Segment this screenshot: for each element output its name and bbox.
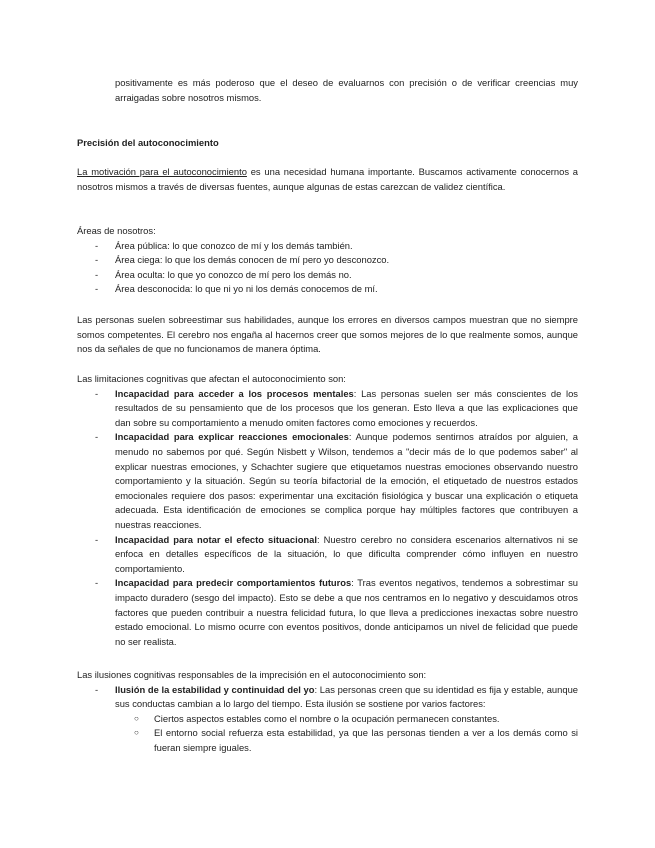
- list-item: - Incapacidad para predecir comportamientos futuros: Tras eventos negativos, tendemos a sobrestimar su impacto duradero (sesgo del impacto). Esto se debe a que nos centramos en lo negativo y descuidamos otros factores que pueden contribuir a nuestra felicidad futura, lo que lleva a predicciones inexactas sobre nuestro estado emocional. Lo mismo ocurre con eventos positivos, donde anticipamos un nivel de felicidad que puede no ser realista.: [95, 577, 578, 647]
- illusions-title: Las ilusiones cognitivas responsables de la imprecisión en el autoconocimiento son:: [77, 669, 427, 680]
- dash-bullet: -: [95, 239, 99, 251]
- overestimate-paragraph: Las personas suelen sobreestimar sus habilidades, aunque los errores en diversos campos muestran que no siempre somos competentes. El cerebro nos engaña al hacernos creer que somos mejores de lo que realmente somos, aunque nos da señales de que no funcionamos de manera óptima.: [77, 314, 578, 355]
- motivation-paragraph: [77, 165, 578, 194]
- list-item: - Área desconocida: lo que ni yo ni los demás conocemos de mí.: [77, 282, 578, 297]
- illusion-term: Ilusión de la estabilidad y continuidad del yo: [115, 683, 315, 695]
- dash-bullet: -: [95, 533, 99, 545]
- list-item: - Incapacidad para explicar reacciones emocionales: Aunque podemos sentirnos atraídos por alguien, a menudo no sabemos por qué. Según Nisbett y Wilson, tendemos a "decir más de lo que podemos saber" al explicar nuestras emociones, y Schachter sugiere que etiquetamos nuestras emociones observando nuestro comportamiento y la situación. Según su teoría bifactorial de la emoción, el etiquetado de nuestros estados emocionales requiere dos pasos: experimentar una excitación fisiológica y buscar una explicación o etiqueta adecuada. Esta identificación de emociones se complica porque hay múltiples factores que contribuyen a nuestras reacciones.: [95, 431, 578, 530]
- list-item: - Área ciega: lo que los demás conocen de mí pero yo desconozco.: [77, 253, 578, 268]
- circle-bullet-icon: ○: [134, 713, 139, 723]
- sub-list-item: ○ Ciertos aspectos estables como el nombre o la ocupación permanecen constantes.: [77, 712, 578, 727]
- limitations-list: [77, 387, 578, 650]
- dash-bullet: -: [95, 254, 99, 266]
- illusions-list: [77, 683, 578, 756]
- limitations-title: Las limitaciones cognitivas que afectan el autoconocimiento son:: [77, 373, 346, 384]
- intro-continuation: [77, 76, 578, 105]
- limitation-term: Incapacidad para acceder a los procesos mentales: [115, 387, 354, 399]
- sub-list-item: ○ El entorno social refuerza esta estabilidad, ya que las personas tienden a ver a los demás como si fueran siempre iguales.: [134, 727, 578, 753]
- section-heading-block: [77, 136, 578, 151]
- dash-bullet: -: [95, 387, 99, 399]
- motivation-text: es una necesidad humana importante. Buscamos activamente conocernos a nosotros mismos a través de diversas fuentes, aunque algunas de estas carezcan de validez científica.: [77, 166, 579, 192]
- motivation-link[interactable]: La motivación para el autoconocimiento: [77, 166, 247, 177]
- areas-title: Áreas de nosotros:: [77, 225, 156, 236]
- section-title: Precisión del autoconocimiento: [77, 137, 219, 148]
- list-item: - Área pública: lo que conozco de mí y los demás también.: [77, 239, 578, 254]
- overestimate-block: [77, 313, 578, 357]
- list-item: - Incapacidad para acceder a los procesos mentales: Las personas suelen ser más conscientes de los resultados de su pensamiento que de los procesos que los generan. Esto lleva a que las explicaciones que dan sobre su comportamiento a menudo omiten factores como emociones y recuerdos.: [95, 387, 578, 428]
- limitation-term: Incapacidad para notar el efecto situacional: [115, 533, 317, 545]
- dash-bullet: -: [95, 683, 99, 695]
- intro-paragraph-tail: positivamente es más poderoso que el deseo de evaluarnos con precisión o de verificar creencias muy arraigadas sobre nosotros mismos.: [115, 77, 578, 103]
- circle-bullet-icon: ○: [134, 728, 139, 738]
- limitations-block: [77, 372, 578, 649]
- dash-bullet: -: [95, 431, 99, 443]
- list-item: - Área oculta: lo que yo conozco de mí pero los demás no.: [77, 268, 578, 283]
- list-item: - Incapacidad para notar el efecto situacional: Nuestro cerebro no considera escenarios alternativos ni se enfoca en detalles específicos de la situación, lo que dificulta comprender cómo influyen en nuestro comportamiento.: [95, 533, 578, 574]
- areas-list: [77, 239, 578, 297]
- dash-bullet: -: [95, 577, 99, 589]
- illusions-block: [77, 668, 578, 756]
- dash-bullet: -: [95, 283, 99, 295]
- areas-block: [77, 224, 578, 297]
- limitation-term: Incapacidad para explicar reacciones emocionales: [115, 431, 349, 443]
- limitation-term: Incapacidad para predecir comportamientos futuros: [115, 577, 352, 589]
- dash-bullet: -: [95, 268, 99, 280]
- motivation-block: [77, 165, 578, 194]
- list-item: - Ilusión de la estabilidad y continuidad del yo: Las personas creen que su identidad es fija y estable, aunque sus conductas cambian a lo largo del tiempo. Esta ilusión se sostiene por varios factores:: [95, 683, 578, 710]
